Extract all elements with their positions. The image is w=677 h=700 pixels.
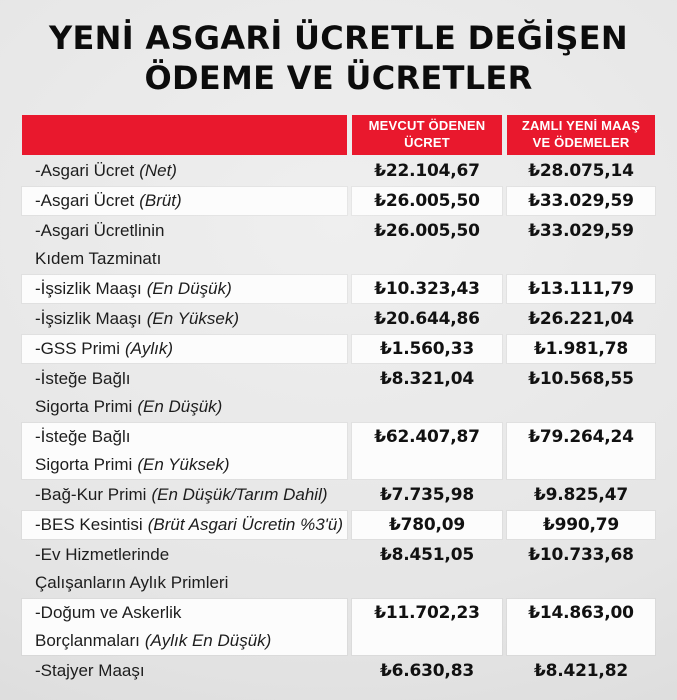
wage-table <box>22 115 655 685</box>
label-text: -GSS Primi <box>35 339 120 359</box>
current-value: ₺8.451,05 <box>380 545 474 566</box>
label-text: -Asgari Ücretlinin <box>35 221 165 241</box>
label-italic: (Brüt) <box>139 191 182 211</box>
row-label <box>22 305 347 333</box>
label-text: -BES Kesintisi <box>35 515 143 535</box>
current-value: ₺26.005,50 <box>374 191 480 212</box>
table-row <box>22 511 655 539</box>
new-value-cell <box>507 657 655 685</box>
new-value: ₺14.863,00 <box>528 603 634 624</box>
current-value-cell <box>352 305 502 333</box>
table-row <box>22 481 655 509</box>
current-value-cell <box>352 187 502 215</box>
row-label <box>22 511 347 539</box>
label-text-line2: Borçlanmaları <box>35 631 140 651</box>
new-value: ₺8.421,82 <box>534 661 628 682</box>
current-value: ₺26.005,50 <box>374 221 480 242</box>
current-value: ₺10.323,43 <box>374 279 480 300</box>
label-italic: (En Yüksek) <box>146 309 240 329</box>
current-value: ₺11.702,23 <box>374 603 480 624</box>
row-label <box>22 481 347 509</box>
new-value: ₺28.075,14 <box>528 161 634 182</box>
label-text: -İşsizlik Maaşı <box>35 309 142 329</box>
label-italic: (Aylık) <box>125 339 174 359</box>
row-label <box>22 657 347 685</box>
table-row <box>22 365 655 421</box>
header-cell-new: ZAMLI YENİ MAAŞ VE ÖDEMELER <box>507 115 655 155</box>
label-text: -Asgari Ücret <box>35 161 135 181</box>
row-label <box>22 365 347 421</box>
new-value: ₺79.264,24 <box>528 427 634 448</box>
current-value-cell <box>352 599 502 655</box>
label-italic-line2: (En Yüksek) <box>137 455 230 475</box>
table-row <box>22 657 655 685</box>
table-row <box>22 599 655 655</box>
row-label <box>22 335 347 363</box>
current-value-cell <box>352 335 502 363</box>
new-value: ₺10.568,55 <box>528 369 634 390</box>
row-label <box>22 187 347 215</box>
table-row <box>22 305 655 333</box>
current-value-cell <box>352 657 502 685</box>
label-text: -Ev Hizmetlerinde <box>35 545 170 565</box>
row-label <box>22 541 347 597</box>
page-title-line1: YENİ ASGARİ ÜCRETLE DEĞİŞEN <box>49 19 628 57</box>
label-text: -İsteğe Bağlı <box>35 369 131 389</box>
new-value-cell <box>507 217 655 273</box>
row-label <box>22 275 347 303</box>
table-row <box>22 335 655 363</box>
new-value-cell <box>507 481 655 509</box>
current-value-cell <box>352 217 502 273</box>
new-value-cell <box>507 157 655 185</box>
label-text: -İsteğe Bağlı <box>35 427 131 447</box>
row-label <box>22 599 347 655</box>
table-row <box>22 217 655 273</box>
current-value-cell <box>352 275 502 303</box>
new-value: ₺33.029,59 <box>528 221 634 242</box>
row-label <box>22 423 347 479</box>
new-value-cell <box>507 275 655 303</box>
header-cell-empty <box>22 115 347 155</box>
label-text: -Stajyer Maaşı <box>35 661 145 681</box>
new-value-cell <box>507 541 655 597</box>
current-value: ₺7.735,98 <box>380 485 474 506</box>
current-value: ₺62.407,87 <box>374 427 480 448</box>
new-value-cell <box>507 599 655 655</box>
current-value: ₺780,09 <box>388 515 466 536</box>
table-row <box>22 187 655 215</box>
label-text: -İşsizlik Maaşı <box>35 279 142 299</box>
new-value-cell <box>507 511 655 539</box>
new-value: ₺9.825,47 <box>534 485 628 506</box>
header-cell-current: MEVCUT ÖDENEN ÜCRET <box>352 115 502 155</box>
new-value: ₺1.981,78 <box>534 339 628 360</box>
table-row <box>22 157 655 185</box>
new-value-cell <box>507 423 655 479</box>
row-label <box>22 217 347 273</box>
label-text-line2: Kıdem Tazminatı <box>35 249 162 269</box>
table-row <box>22 541 655 597</box>
current-value-cell <box>352 157 502 185</box>
new-value-cell <box>507 365 655 421</box>
current-value-cell <box>352 481 502 509</box>
label-text: -Asgari Ücret <box>35 191 135 211</box>
new-value-cell <box>507 305 655 333</box>
current-value-cell <box>352 423 502 479</box>
label-text-line2: Sigorta Primi <box>35 455 133 475</box>
table-row <box>22 275 655 303</box>
row-label <box>22 157 347 185</box>
label-italic: (En Düşük) <box>146 279 232 299</box>
current-value: ₺20.644,86 <box>374 309 480 330</box>
label-italic-line2: (Aylık En Düşük) <box>144 631 272 651</box>
label-italic: (En Düşük/Tarım Dahil) <box>151 485 328 505</box>
new-value: ₺990,79 <box>542 515 620 536</box>
current-value-cell <box>352 365 502 421</box>
label-text-line2: Sigorta Primi <box>35 397 133 417</box>
current-value: ₺1.560,33 <box>380 339 474 360</box>
current-value-cell <box>352 511 502 539</box>
label-text-line2: Çalışanların Aylık Primleri <box>35 573 229 593</box>
page-title-line2: ÖDEME VE ÜCRETLER <box>144 58 533 97</box>
table-header-row <box>22 115 655 155</box>
page-title <box>0 0 677 98</box>
label-italic: (Net) <box>139 161 177 181</box>
new-value-cell <box>507 335 655 363</box>
current-value-cell <box>352 541 502 597</box>
current-value: ₺22.104,67 <box>374 161 480 182</box>
new-value: ₺26.221,04 <box>528 309 634 330</box>
label-italic: (Brüt Asgari Ücretin %3'ü) <box>147 515 344 535</box>
label-italic-line2: (En Düşük) <box>137 397 223 417</box>
current-value: ₺6.630,83 <box>380 661 474 682</box>
label-text: -Bağ-Kur Primi <box>35 485 147 505</box>
current-value: ₺8.321,04 <box>380 369 474 390</box>
label-text: -Doğum ve Askerlik <box>35 603 182 623</box>
new-value: ₺10.733,68 <box>528 545 634 566</box>
table-row <box>22 423 655 479</box>
new-value: ₺33.029,59 <box>528 191 634 212</box>
new-value-cell <box>507 187 655 215</box>
new-value: ₺13.111,79 <box>528 279 634 300</box>
